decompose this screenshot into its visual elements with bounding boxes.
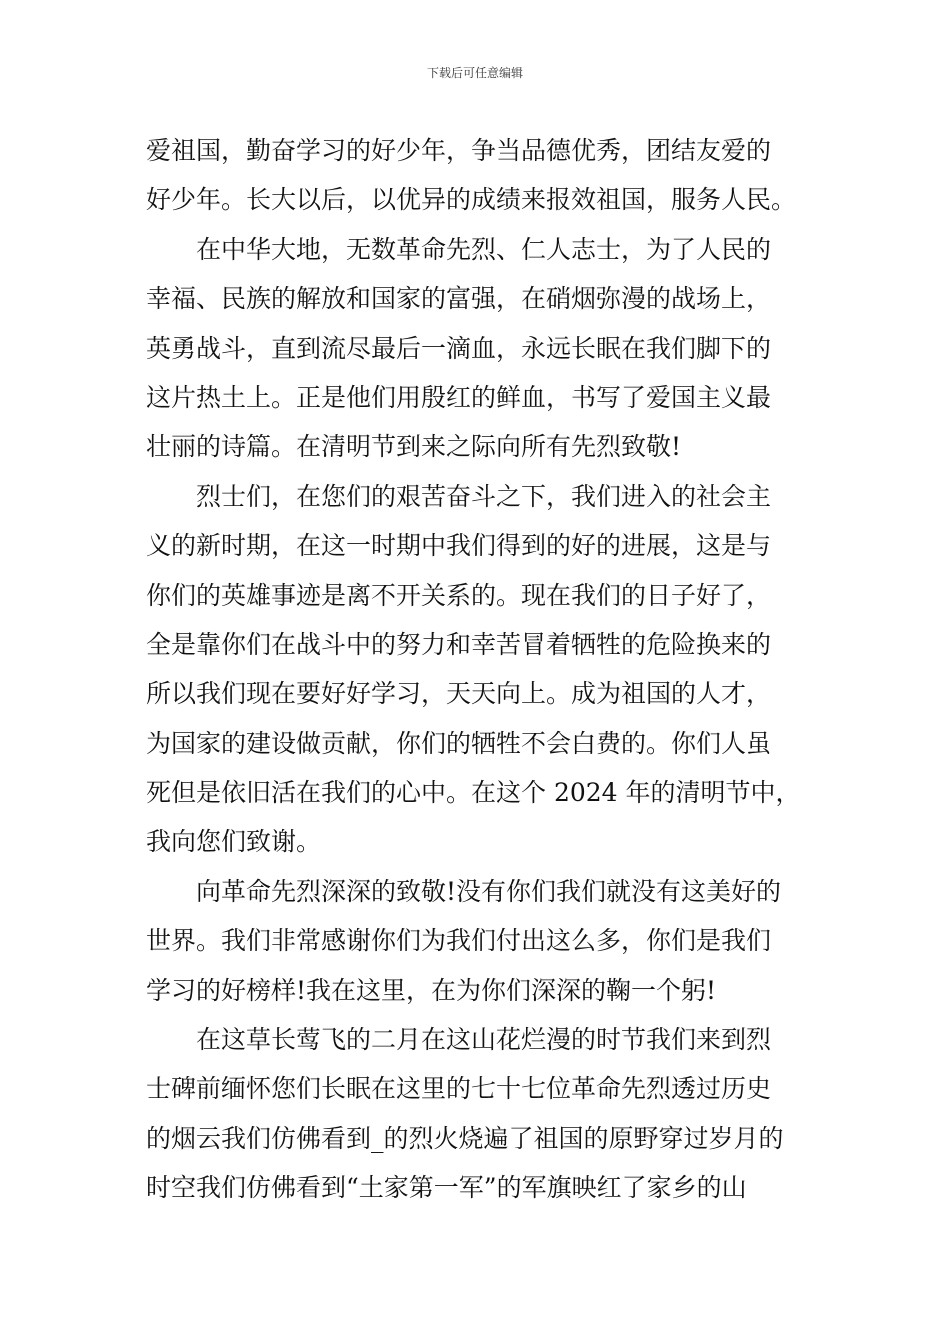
text-line: 的烟云我们仿佛看到_的烈火烧遍了祖国的原野穿过岁月的: [146, 1123, 784, 1153]
text-line: 烈士们，在您们的艰苦奋斗之下，我们进入的社会主: [146, 481, 772, 511]
text-line: 所以我们现在要好好学习，天天向上。成为祖国的人才，: [146, 679, 772, 709]
text-line: 在中华大地，无数革命先烈、仁人志士，为了人民的: [146, 234, 772, 264]
text-line: 义的新时期，在这一时期中我们得到的好的进展，这是与: [146, 531, 772, 561]
text-line: 全是靠你们在战斗中的努力和幸苦冒着牺牲的危险换来的: [146, 629, 772, 659]
text-line: 好少年。长大以后，以优异的成绩来报效祖国，服务人民。: [146, 185, 797, 215]
document-body: [146, 126, 812, 1213]
text-line: 士碑前缅怀您们长眠在这里的七十七位革命先烈透过历史: [146, 1074, 772, 1104]
text-line: 爱祖国，勤奋学习的好少年，争当品德优秀，团结友爱的: [146, 136, 772, 165]
text-line: 我向您们致谢。: [146, 827, 322, 857]
page-header: 下载后可任意编辑: [426, 66, 523, 80]
text-line: 英勇战斗，直到流尽最后一滴血，永远长眠在我们脚下的: [146, 333, 772, 363]
text-line: 死但是依旧活在我们的心中。在这个 2024 年的清明节中，: [146, 778, 801, 808]
text-line: 为国家的建设做贡献，你们的牺牲不会白费的。你们人虽: [146, 728, 772, 758]
text-line: 壮丽的诗篇。在清明节到来之际向所有先烈致敬!: [146, 432, 682, 462]
text-line: 时空我们仿佛看到“土家第一军”的军旗映红了家乡的山: [146, 1173, 747, 1203]
text-line: 幸福、民族的解放和国家的富强，在硝烟弥漫的战场上，: [146, 284, 772, 314]
text-line: 学习的好榜样!我在这里，在为你们深深的鞠一个躬!: [146, 975, 717, 1005]
text-line: 向革命先烈深深的致敬!没有你们我们就没有这美好的: [146, 876, 782, 906]
text-line: 你们的英雄事迹是离不开关系的。现在我们的日子好了，: [146, 580, 772, 610]
text-line: 世界。我们非常感谢你们为我们付出这么多，你们是我们: [146, 926, 772, 956]
text-line: 在这草长莺飞的二月在这山花烂漫的时节我们来到烈: [146, 1025, 772, 1055]
text-line: 这片热土上。正是他们用殷红的鲜血，书写了爱国主义最: [146, 382, 772, 412]
